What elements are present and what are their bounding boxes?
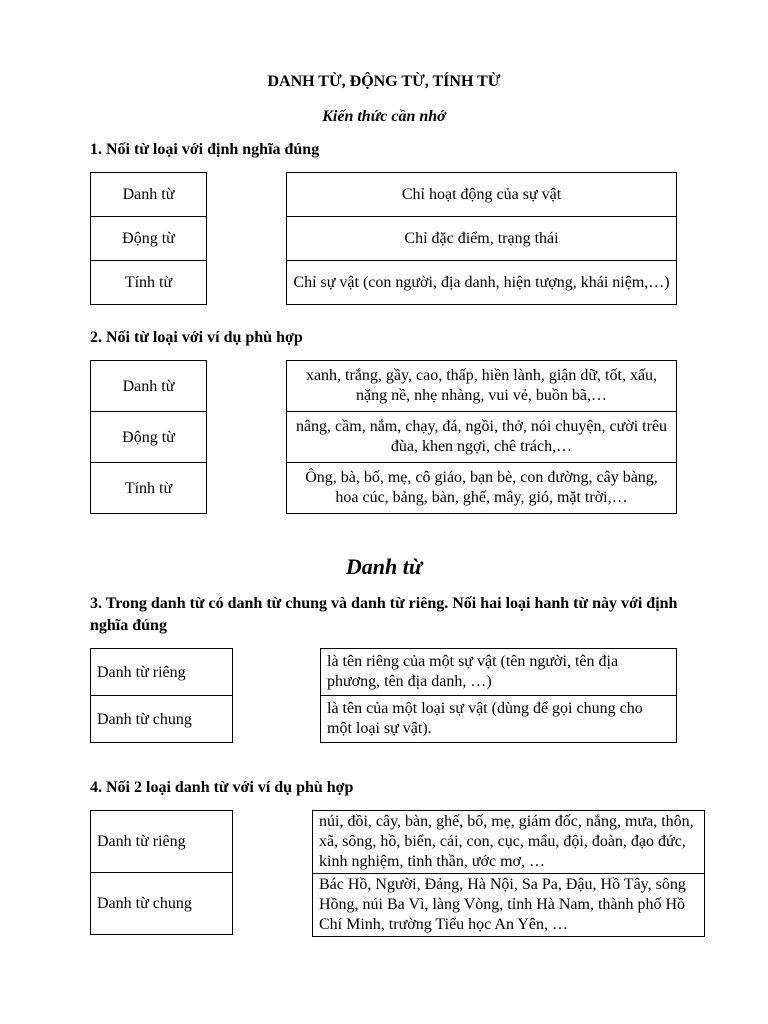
- q3-right-table: [320, 648, 677, 743]
- section-title: Danh từ: [345, 554, 423, 579]
- page-title: DANH TỪ, ĐỘNG TỪ, TÍNH TỪ: [267, 73, 501, 90]
- q1-left-cell: Động từ: [91, 217, 207, 261]
- q2-right-cell: nâng, cầm, nắm, chạy, đá, ngồi, thở, nói chuyện, cười trêu đùa, khen ngợi, chê trách,…: [287, 412, 677, 463]
- q3-right-cell: là tên riêng của một sự vật (tên người, tên địa phương, tên địa danh, …): [321, 649, 677, 696]
- q2-right-cell: xanh, trắng, gầy, cao, thấp, hiền lành, giận dữ, tốt, xấu, nặng nề, nhẹ nhàng, vui vẻ, buồn bã,…: [287, 361, 677, 412]
- q4-left-cell: Danh từ riêng: [91, 811, 233, 873]
- q1-left-cell: Danh từ: [91, 173, 207, 217]
- q2-left-cell: Danh từ: [91, 361, 207, 412]
- q1-right-table: [286, 172, 677, 305]
- q3-left-cell: Danh từ riêng: [91, 649, 233, 696]
- q1-heading: 1. Nối từ loại với định nghĩa đúng: [90, 141, 320, 158]
- q4-right-table: [312, 810, 705, 937]
- q2-heading: 2. Nối từ loại với ví dụ phù hợp: [90, 329, 303, 346]
- q4-heading: 4. Nối 2 loại danh từ với ví dụ phù hợp: [90, 779, 354, 796]
- q3-right-cell: là tên của một loại sự vật (dùng để gọi chung cho một loại sự vật).: [321, 696, 677, 743]
- q4-right-cell: núi, đồi, cây, bàn, ghế, bố, mẹ, giám đốc, nắng, mưa, thôn, xã, sông, hồ, biển, cái, con, cục, mẩu, đội, đoàn, đạo đức, kinh nghiệm, tinh thần, ước mơ, …: [313, 811, 705, 874]
- q1-right-cell: Chỉ hoạt động của sự vật: [287, 173, 677, 217]
- q2-left-cell: Tính từ: [91, 463, 207, 514]
- q1-left-cell: Tính từ: [91, 261, 207, 305]
- q4-left-cell: Danh từ chung: [91, 873, 233, 935]
- q4-left-table: [90, 810, 233, 935]
- q3-left-cell: Danh từ chung: [91, 696, 233, 743]
- q1-right-cell: Chỉ sự vật (con người, địa danh, hiện tượng, khái niệm,…): [287, 261, 677, 305]
- q3-left-table: [90, 648, 233, 743]
- q2-right-cell: Ông, bà, bố, mẹ, cô giáo, bạn bè, con đường, cây bàng, hoa cúc, bảng, bàn, ghế, mây, gió, mặt trời,…: [287, 463, 677, 514]
- q4-right-cell: Bác Hồ, Người, Đảng, Hà Nội, Sa Pa, Đậu, Hồ Tây, sông Hồng, núi Ba Vì, làng Vòng, tỉnh Hà Nam, thành phố Hồ Chí Minh, trường Tiểu học An Yên, …: [313, 874, 705, 937]
- q1-right-cell: Chỉ đặc điểm, trạng thái: [287, 217, 677, 261]
- page-subtitle: Kiến thức cần nhớ: [322, 108, 446, 125]
- q2-left-table: [90, 360, 207, 514]
- q2-right-table: [286, 360, 677, 514]
- q1-left-table: [90, 172, 207, 305]
- q3-heading: 3. Trong danh từ có danh từ chung và danh từ riêng. Nối hai loại hanh từ này với định nghĩa đúng: [90, 595, 678, 634]
- q2-left-cell: Động từ: [91, 412, 207, 463]
